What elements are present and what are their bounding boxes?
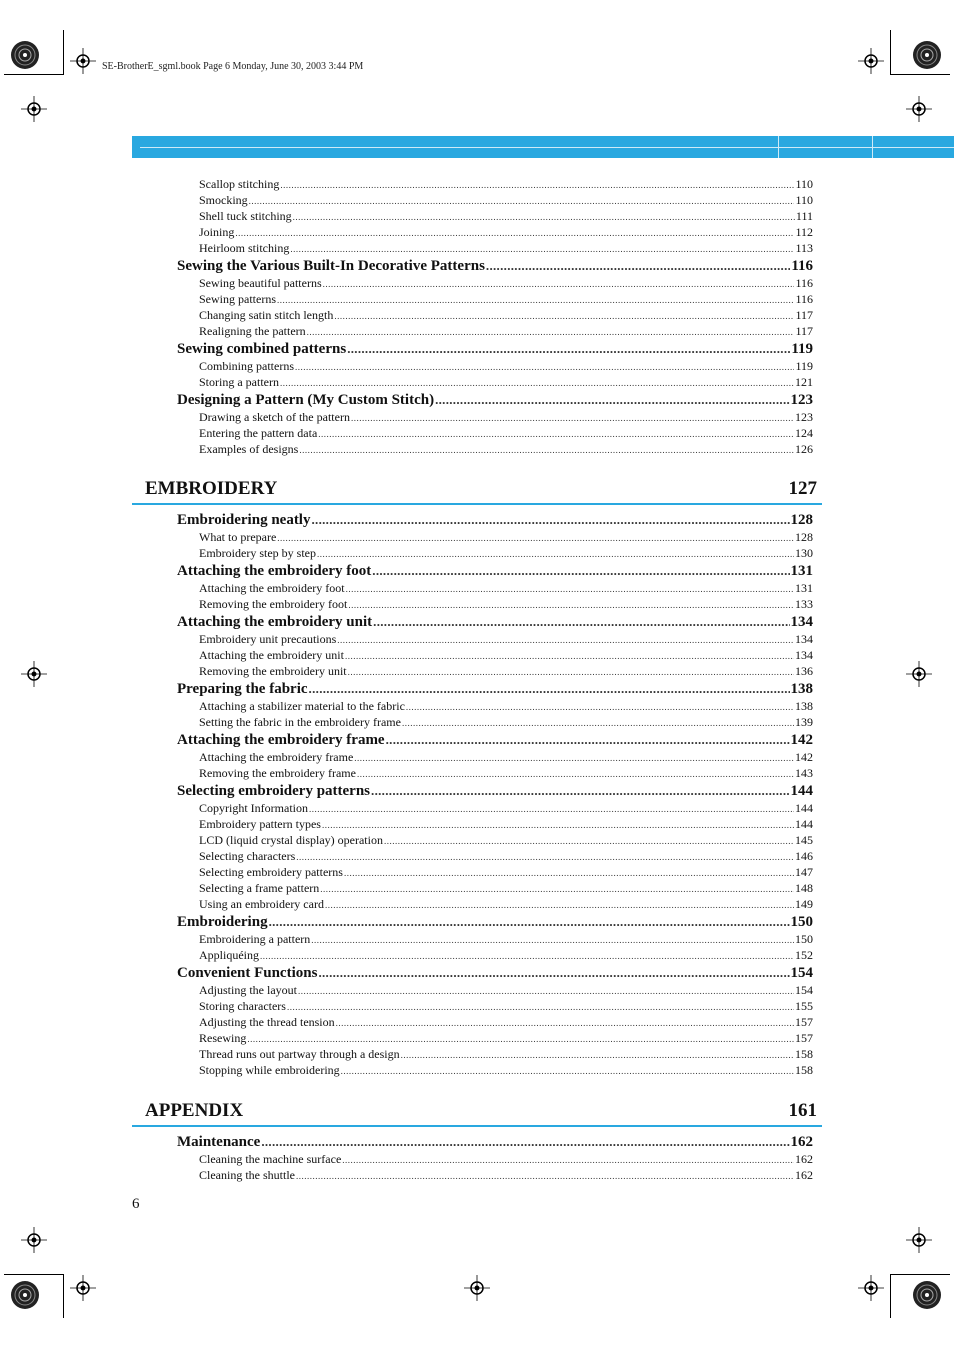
rosette-mark-icon <box>10 40 40 70</box>
toc-entry-page: 128 <box>795 530 813 544</box>
dot-leader <box>296 1171 794 1181</box>
toc-entry-label: Resewing <box>199 1031 247 1045</box>
toc-entry-page: 131 <box>795 581 813 595</box>
toc-entry-label: Combining patterns <box>199 359 294 373</box>
toc-entry-page: 123 <box>790 392 813 408</box>
toc-entry-page: 162 <box>795 1168 813 1182</box>
registration-mark-icon <box>858 1275 884 1301</box>
toc-entry-label: Preparing the fabric <box>177 681 308 697</box>
toc-entry[interactable] <box>199 1168 813 1184</box>
toc-entry-label: Convenient Functions <box>177 965 318 981</box>
section-title: APPENDIX <box>145 1100 244 1121</box>
toc-entry[interactable] <box>199 193 813 209</box>
toc-entry-page: 149 <box>795 897 813 911</box>
toc-entry-label: Removing the embroidery frame <box>199 766 356 780</box>
section-title: EMBROIDERY <box>145 478 278 499</box>
toc-entry-page: 138 <box>795 699 813 713</box>
toc-heading-entry[interactable] <box>177 512 813 530</box>
toc-entry[interactable] <box>199 177 813 193</box>
dot-leader <box>280 378 794 388</box>
dot-leader <box>323 279 795 289</box>
toc-entry-page: 126 <box>795 442 813 456</box>
dot-leader <box>386 732 790 748</box>
toc-entry-label: Adjusting the thread tension <box>199 1015 335 1029</box>
toc-entry-page: 152 <box>795 948 813 962</box>
toc-entry-label: Attaching the embroidery frame <box>199 750 354 764</box>
section-rule <box>132 1125 822 1127</box>
toc-entry-page: 144 <box>795 817 813 831</box>
registration-mark-icon <box>858 48 884 74</box>
rosette-mark-icon <box>10 1280 40 1310</box>
toc-entry-label: Drawing a sketch of the pattern <box>199 410 350 424</box>
toc-heading-entry[interactable] <box>177 1134 813 1152</box>
toc-entry-page: 134 <box>795 648 813 662</box>
toc-entry-label: Attaching the embroidery unit <box>177 614 373 630</box>
dot-leader <box>344 868 794 878</box>
toc-entry-page: 154 <box>790 965 813 981</box>
toc-entry-label: Designing a Pattern (My Custom Stitch) <box>177 392 435 408</box>
toc-entry[interactable] <box>199 292 813 308</box>
toc-entry-label: Sewing the Various Built-In Decorative Patterns <box>177 258 485 274</box>
dot-leader <box>342 1155 794 1165</box>
toc-entry-page: 150 <box>790 914 813 930</box>
toc-entry-label: Setting the fabric in the embroidery frame <box>199 715 401 729</box>
toc-entry[interactable] <box>199 983 813 999</box>
dot-leader <box>402 718 794 728</box>
dot-leader <box>322 820 794 830</box>
dot-leader <box>401 1050 794 1060</box>
toc-entry-page: 111 <box>795 209 813 223</box>
toc-entry[interactable] <box>199 817 813 833</box>
toc-entry-label: Selecting characters <box>199 849 296 863</box>
toc-entry-page: 142 <box>795 750 813 764</box>
dot-leader <box>345 651 794 661</box>
dot-leader <box>372 563 789 579</box>
toc-entry[interactable] <box>199 1063 813 1079</box>
toc-entry[interactable] <box>199 833 813 849</box>
dot-leader <box>311 935 794 945</box>
toc-entry-page: 116 <box>795 276 813 290</box>
toc-entry-page: 116 <box>795 292 813 306</box>
toc-heading-entry[interactable] <box>177 732 813 750</box>
toc-entry[interactable] <box>199 324 813 340</box>
dot-leader <box>318 429 794 439</box>
toc-entry-label: Adjusting the layout <box>199 983 297 997</box>
toc-entry-label: Sewing combined patterns <box>177 341 347 357</box>
toc-entry-page: 158 <box>795 1047 813 1061</box>
page-number: 6 <box>132 1196 140 1212</box>
toc-heading-entry[interactable] <box>177 341 813 359</box>
toc-entry[interactable] <box>199 1047 813 1063</box>
toc-entry-label: Appliquéing <box>199 948 259 962</box>
toc-entry[interactable] <box>199 648 813 664</box>
registration-mark-icon <box>21 96 47 122</box>
toc-entry-page: 121 <box>795 375 813 389</box>
toc-entry-page: 157 <box>795 1015 813 1029</box>
toc-entry-label: What to prepare <box>199 530 277 544</box>
toc-entry-label: Using an embroidery card <box>199 897 324 911</box>
dot-leader <box>249 196 795 206</box>
print-header-note: SE-BrotherE_sgml.book Page 6 Monday, June 30, 2003 3:44 PM <box>102 61 364 72</box>
toc-entry-label: Stopping while embroidering <box>199 1063 340 1077</box>
dot-leader <box>384 836 794 846</box>
toc-entry-page: 112 <box>795 225 813 239</box>
dot-leader <box>287 1002 794 1012</box>
toc-entry[interactable] <box>199 241 813 257</box>
toc-entry-page: 133 <box>795 597 813 611</box>
toc-entry-page: 110 <box>795 177 813 191</box>
toc-entry-label: Attaching the embroidery unit <box>199 648 344 662</box>
toc-entry-page: 145 <box>795 833 813 847</box>
toc-entry-label: Copyright Information <box>199 801 308 815</box>
toc-entry[interactable] <box>199 581 813 597</box>
registration-mark-icon <box>906 1227 932 1253</box>
toc-entry-page: 134 <box>795 632 813 646</box>
toc-entry-label: Changing satin stitch length <box>199 308 334 322</box>
toc-entry-page: 158 <box>795 1063 813 1077</box>
toc-entry[interactable] <box>199 209 813 225</box>
toc-entry-label: Selecting embroidery patterns <box>177 783 371 799</box>
toc-entry-label: Embroidery unit precautions <box>199 632 337 646</box>
toc-entry[interactable] <box>199 530 813 546</box>
dot-leader <box>325 900 794 910</box>
toc-entry-page: 147 <box>795 865 813 879</box>
toc-entry-label: Selecting embroidery patterns <box>199 865 343 879</box>
toc-entry-label: Embroidering neatly <box>177 512 311 528</box>
toc-heading-entry[interactable] <box>177 258 813 276</box>
toc-entry[interactable] <box>199 699 813 715</box>
toc-entry-label: Scallop stitching <box>199 177 280 191</box>
toc-entry-label: LCD (liquid crystal display) operation <box>199 833 383 847</box>
toc-entry-label: Sewing beautiful patterns <box>199 276 322 290</box>
toc-entry-label: Embroidering <box>177 914 268 930</box>
toc-entry[interactable] <box>199 426 813 442</box>
toc-entry-label: Cleaning the shuttle <box>199 1168 295 1182</box>
registration-mark-icon <box>70 48 96 74</box>
toc-heading-entry[interactable] <box>177 392 813 410</box>
toc-entry-page: 119 <box>791 341 813 357</box>
dot-leader <box>341 1066 794 1076</box>
crop-mark <box>890 74 950 75</box>
toc-entry-page: 130 <box>795 546 813 560</box>
toc-entry[interactable] <box>199 359 813 375</box>
toc-entry-label: Sewing patterns <box>199 292 276 306</box>
registration-mark-icon <box>21 1227 47 1253</box>
toc-entry-label: Realigning the pattern <box>199 324 306 338</box>
toc-entry[interactable] <box>199 597 813 613</box>
toc-entry-label: Shell tuck stitching <box>199 209 292 223</box>
dot-leader <box>371 783 789 799</box>
dot-leader <box>298 986 794 996</box>
toc-entry-page: 128 <box>790 512 813 528</box>
toc-entry-page: 148 <box>795 881 813 895</box>
crop-mark <box>4 74 64 75</box>
toc-entry-label: Maintenance <box>177 1134 261 1150</box>
toc-entry-page: 143 <box>795 766 813 780</box>
toc-entry[interactable] <box>199 1031 813 1047</box>
toc-heading-entry[interactable] <box>177 614 813 632</box>
toc-entry[interactable] <box>199 849 813 865</box>
dot-leader <box>317 549 794 559</box>
toc-entry-page: 155 <box>795 999 813 1013</box>
toc-entry-page: 119 <box>795 359 813 373</box>
toc-entry-label: Thread runs out partway through a design <box>199 1047 400 1061</box>
toc-entry-label: Joining <box>199 225 235 239</box>
toc-entry-page: 157 <box>795 1031 813 1045</box>
toc-entry[interactable] <box>199 801 813 817</box>
dot-leader <box>406 702 794 712</box>
dot-leader <box>247 1034 794 1044</box>
toc-entry-label: Storing characters <box>199 999 286 1013</box>
dot-leader <box>348 667 794 677</box>
dot-leader <box>261 1134 789 1150</box>
section-page: 127 <box>788 478 817 499</box>
toc-entry-page: 144 <box>795 801 813 815</box>
toc-entry[interactable] <box>199 999 813 1015</box>
dot-leader <box>296 852 794 862</box>
toc-entry-label: Embroidery pattern types <box>199 817 321 831</box>
toc-entry[interactable] <box>199 881 813 897</box>
crop-mark <box>63 30 64 74</box>
toc-entry-label: Attaching the embroidery frame <box>177 732 385 748</box>
toc-entry-page: 139 <box>795 715 813 729</box>
toc-heading-entry[interactable] <box>177 914 813 932</box>
crop-mark <box>4 1274 64 1275</box>
toc-entry-page: 110 <box>795 193 813 207</box>
toc-entry-label: Selecting a frame pattern <box>199 881 320 895</box>
toc-entry[interactable] <box>199 308 813 324</box>
toc-entry-label: Cleaning the machine surface <box>199 1152 342 1166</box>
toc-entry[interactable] <box>199 442 813 458</box>
registration-mark-icon <box>464 1275 490 1301</box>
toc-entry-label: Examples of designs <box>199 442 299 456</box>
toc-entry-page: 131 <box>790 563 813 579</box>
dot-leader <box>277 295 794 305</box>
toc-entry-page: 150 <box>795 932 813 946</box>
dot-leader <box>357 769 794 779</box>
toc-entry-page: 144 <box>790 783 813 799</box>
dot-leader <box>334 311 794 321</box>
dot-leader <box>373 614 789 630</box>
registration-mark-icon <box>906 96 932 122</box>
toc-entry[interactable] <box>199 932 813 948</box>
toc-entry[interactable] <box>199 225 813 241</box>
toc-entry[interactable] <box>199 546 813 562</box>
dot-leader <box>351 413 794 423</box>
toc-entry-label: Embroidery step by step <box>199 546 316 560</box>
toc-entry-label: Heirloom stitching <box>199 241 290 255</box>
dot-leader <box>299 445 794 455</box>
toc-entry-page: 117 <box>795 308 813 322</box>
toc-entry[interactable] <box>199 664 813 680</box>
toc-entry[interactable] <box>199 948 813 964</box>
rosette-mark-icon <box>912 40 942 70</box>
dot-leader <box>348 600 794 610</box>
dot-leader <box>235 228 794 238</box>
toc-entry-page: 142 <box>790 732 813 748</box>
crop-mark <box>890 1274 891 1318</box>
toc-heading-entry[interactable] <box>177 965 813 983</box>
toc-entry-label: Storing a pattern <box>199 375 279 389</box>
registration-mark-icon <box>21 661 47 687</box>
toc-entry[interactable] <box>199 410 813 426</box>
dot-leader <box>309 804 794 814</box>
toc-heading-entry[interactable] <box>177 563 813 581</box>
toc-heading-entry[interactable] <box>177 783 813 801</box>
crop-mark <box>63 1274 64 1318</box>
dot-leader <box>293 212 795 222</box>
toc-entry[interactable] <box>199 897 813 913</box>
toc-entry[interactable] <box>199 1015 813 1031</box>
dot-leader <box>280 180 794 190</box>
toc-entry-label: Removing the embroidery unit <box>199 664 347 678</box>
toc-entry-page: 162 <box>790 1134 813 1150</box>
dot-leader <box>311 512 789 528</box>
toc-entry[interactable] <box>199 375 813 391</box>
toc-entry-label: Attaching the embroidery foot <box>199 581 345 595</box>
toc-entry-page: 124 <box>795 426 813 440</box>
toc-entry-page: 162 <box>795 1152 813 1166</box>
toc-entry-page: 138 <box>790 681 813 697</box>
section-page: 161 <box>788 1100 817 1121</box>
toc-entry-page: 113 <box>795 241 813 255</box>
toc-entry[interactable] <box>199 276 813 292</box>
toc-entry-page: 123 <box>795 410 813 424</box>
dot-leader <box>346 584 794 594</box>
dot-leader <box>354 753 794 763</box>
dot-leader <box>260 951 794 961</box>
toc-entry-page: 117 <box>795 324 813 338</box>
toc-entry-label: Entering the pattern data <box>199 426 318 440</box>
toc-entry[interactable] <box>199 750 813 766</box>
crop-mark <box>890 1274 950 1275</box>
toc-entry-label: Attaching the embroidery foot <box>177 563 372 579</box>
toc-entry[interactable] <box>199 1152 813 1168</box>
toc-entry-label: Smocking <box>199 193 248 207</box>
header-band <box>132 136 954 158</box>
toc-entry-page: 146 <box>795 849 813 863</box>
dot-leader <box>307 327 795 337</box>
dot-leader <box>320 884 794 894</box>
dot-leader <box>318 965 789 981</box>
toc-entry-label: Attaching a stabilizer material to the fabric <box>199 699 405 713</box>
toc-entry[interactable] <box>199 632 813 648</box>
toc-entry-page: 136 <box>795 664 813 678</box>
dot-leader <box>337 635 794 645</box>
dot-leader <box>269 914 790 930</box>
dot-leader <box>486 258 790 274</box>
dot-leader <box>347 341 790 357</box>
toc-entry-page: 116 <box>791 258 813 274</box>
dot-leader <box>277 533 794 543</box>
toc-heading-entry[interactable] <box>177 681 813 699</box>
dot-leader <box>290 244 794 254</box>
toc-entry-page: 134 <box>790 614 813 630</box>
toc-entry-page: 154 <box>795 983 813 997</box>
toc-entry-label: Removing the embroidery foot <box>199 597 348 611</box>
dot-leader <box>295 362 794 372</box>
rosette-mark-icon <box>912 1280 942 1310</box>
section-heading-appendix[interactable] <box>145 1100 817 1122</box>
crop-mark <box>890 30 891 74</box>
registration-mark-icon <box>906 661 932 687</box>
toc-entry[interactable] <box>199 865 813 881</box>
dot-leader <box>309 681 790 697</box>
toc-entry-label: Embroidering a pattern <box>199 932 311 946</box>
toc-entry[interactable] <box>199 715 813 731</box>
section-heading-embroidery[interactable] <box>145 478 817 500</box>
dot-leader <box>336 1018 794 1028</box>
registration-mark-icon <box>70 1275 96 1301</box>
section-rule <box>132 503 822 505</box>
toc-entry[interactable] <box>199 766 813 782</box>
dot-leader <box>435 392 789 408</box>
